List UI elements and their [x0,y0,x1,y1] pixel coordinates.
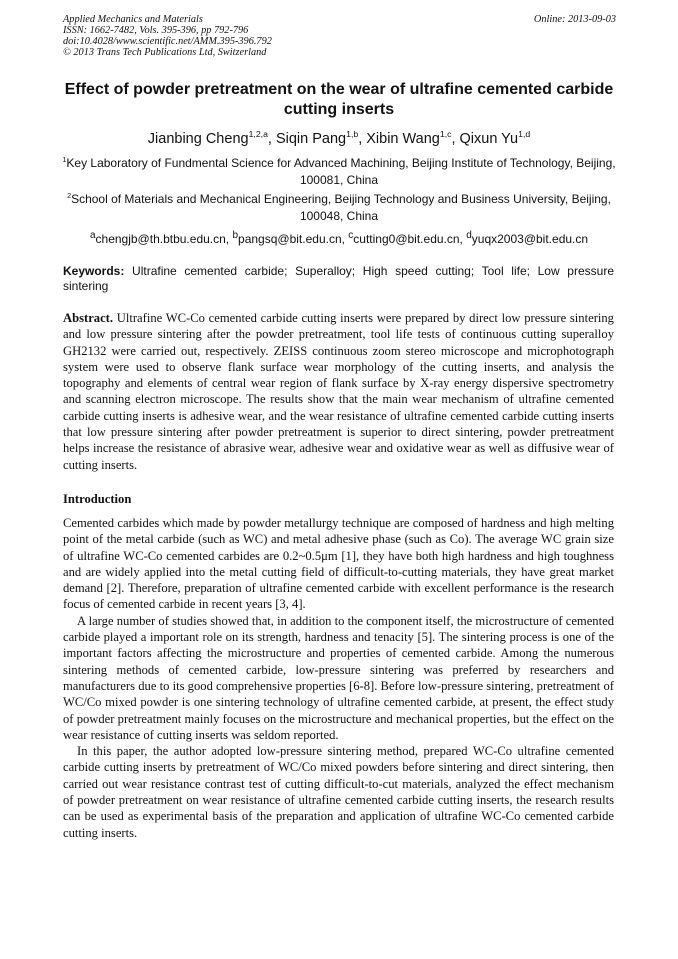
affiliation-text: School of Materials and Mechanical Engineering, Beijing Technology and Business University, Beijing, 100048, China [71,192,611,223]
journal-header [63,14,616,58]
affiliation-sup: 2 [67,191,72,200]
author-name: Qixun Yu [459,131,519,147]
email-sup: a [89,230,96,241]
author-name: Jianbing Cheng [147,131,249,147]
author-list: Jianbing Cheng$^{1,2,a}$, Siqin Pang$^{1,b}$, Xibin Wang$^{1,c}$, Qixun Yu$^{1,d}$ [147,129,531,147]
email-list: $^a$chengjb@th.btbu.edu.cn, $^b$pangsq@bit.edu.cn, $^c$cutting0@bit.edu.cn, $^d$yuqx2003@bit.edu.cn [89,230,589,246]
paper-title: Effect of powder pretreatment on the wear of ultrafine cemented carbide cutting inserts [64,81,614,118]
doi-line: doi:10.4028/www.scientific.net/AMM.395-396.792 [63,36,272,47]
paragraph: In this paper, the author adopted low-pressure sintering method, prepared WC-Co ultrafine cemented carbide cutting inserts by pretreatment of WC/Co mixed powders before sintering and direct sintering, then carried out wear resistance contrast test of cutting difficult-to-cut materials, analyzed the effect mechanism of powder pretreatment on wear resistance of ultrafine cemented carbide cutting inserts, the research results can be used as experimental basis of the preparation and application of ultrafine WC-Co cemented carbide cutting inserts. [63,744,614,840]
affiliation-sup: 1 [62,155,67,164]
abstract [63,310,614,473]
keywords-text: Ultrafine cemented carbide; Superalloy; High speed cutting; Tool life; Low pressure sintering [63,264,614,293]
email-sup: d [466,230,472,241]
email-sup: c [348,230,354,241]
paragraph: Cemented carbides which made by powder metallurgy technique are composed of hardness and high melting point of the metal carbide (such as WC) and metal adhesive phase (such as Co). The average WC grain size of ultrafine WC-Co cemented carbides are 0.2~0.5μm [1], they have both high hardness and high toughness and are widely applied into the metal cutting field of difficult-to-cutting materials, they have great market demand [2]. Therefore, preparation of ultrafine cemented carbide with excellent performance is the research focus of cemented carbide in recent years [3, 4]. [63,516,614,612]
email-link[interactable]: pangsq@bit.edu.cn [238,232,342,246]
email-link[interactable]: chengjb@th.btbu.edu.cn [95,232,226,246]
email-link[interactable]: cutting0@bit.edu.cn [353,232,460,246]
author-sup: 1,b [346,129,359,140]
keywords-label: Keywords: [63,264,125,278]
intro-body [63,515,614,841]
author-sup: 1,2,a [248,129,268,140]
email-sup: b [232,230,239,241]
abstract-text: Ultrafine WC-Co cemented carbide cutting inserts were prepared by direct low pressure sintering and low pressure sintering after the powder pretreatment, tool life tests of continuous cutting superalloy GH2132 were carried out, respectively. ZEISS continuous zoom stereo microscope and microphotograph system were used to observe flank surface wear morphology of the cutting inserts, and analysis the topography and elements of central wear region of flank surface by X-ray energy dispersive spectrometry and scanning electron microscope. The results show that the main wear mechanism of ultrafine cemented carbide cutting inserts is adhesive wear, and the wear resistance of ultrafine cemented carbide cutting inserts that low pressure sintering after powder pretreatment is superior to direct sintering, powder pretreatment helps increase the resistance of abrasive wear, adhesive wear and oxidative wear as well as diffusive wear of cutting inserts. [63,311,614,472]
journal-name: Applied Mechanics and Materials [63,14,203,25]
email-link[interactable]: yuqx2003@bit.edu.cn [471,232,589,246]
paragraph: A large number of studies showed that, in addition to the component itself, the microstructure of cemented carbide played a important role on its strength, hardness and tenacity [5]. The sintering process is one of the important factors affecting the microstructure and properties of cemented carbide. Among the numerous sintering methods of cemented carbide, low-pressure sintering was preferred by researchers and manufacturers due to its good comprehensive properties [6-8]. Before low-pressure sintering, pretreatment of WC/Co mixed powder is one sintering technology of ultrafine cemented carbide, at present, the effect study of powder pretreatment mainly focuses on the microstructure and mechanical properties, but the effect on the wear resistance of cutting inserts was seldom reported. [63,613,614,742]
issn-line: ISSN: 1662-7482, Vols. 395-396, pp 792-796 [63,25,249,36]
online-date: Online: 2013-09-03 [533,14,616,25]
author-name: Siqin Pang [275,131,347,147]
abstract-label: Abstract. [63,311,114,325]
keywords [63,264,614,294]
affiliation-text: Key Laboratory of Fundmental Science for Advanced Machining, Beijing Institute of Technology, Beijing, 100081, China [66,156,616,187]
affiliation-1 [60,155,618,189]
author-sup: 1,c [439,129,452,140]
copyright-line: © 2013 Trans Tech Publications Ltd, Switzerland [63,47,267,58]
author-sup: 1,d [518,129,531,140]
section-heading: Introduction [63,492,132,506]
author-name: Xibin Wang [366,131,440,147]
affiliation-2 [60,191,618,225]
